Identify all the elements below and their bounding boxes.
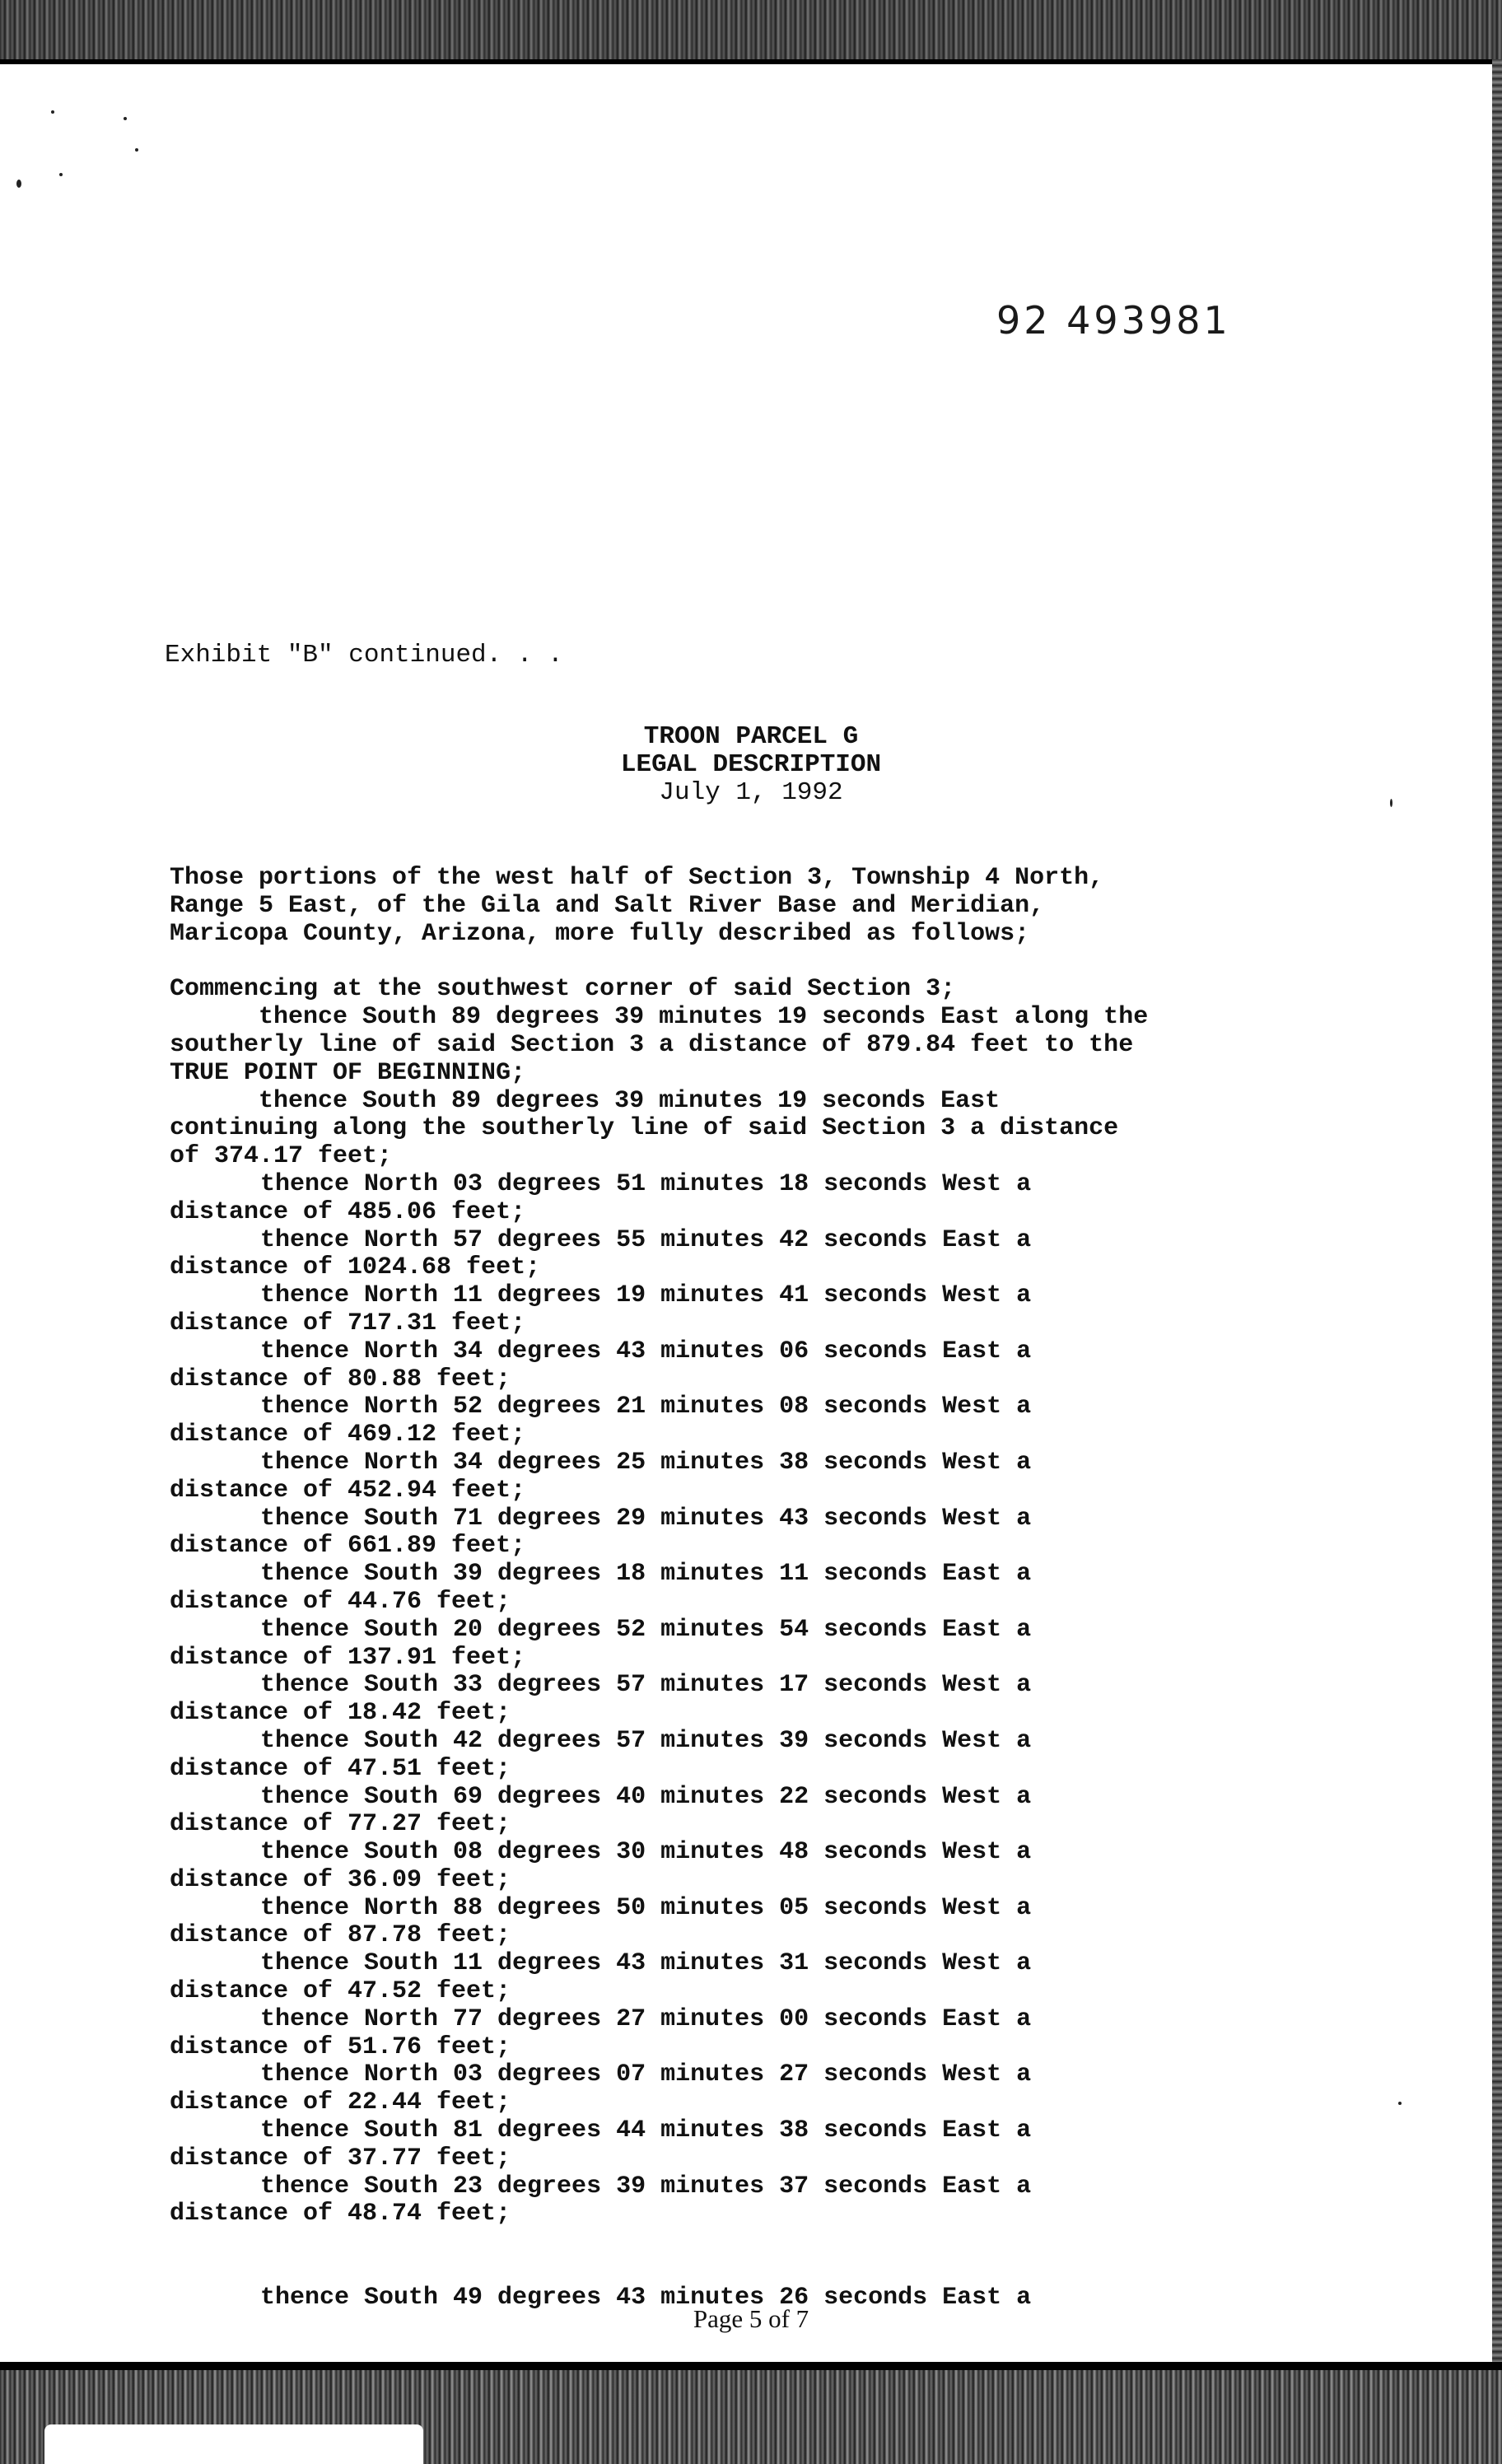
legal-description-body [170, 865, 1148, 2368]
opening-line: continuing along the southerly line of said Section 3 a distance [170, 1114, 1119, 1143]
course-bearing: thence North 34 degrees 25 minutes 38 seconds West a [260, 1448, 1032, 1477]
course-distance: distance of 80.88 feet; [170, 1365, 511, 1393]
course-bearing: thence South 08 degrees 30 minutes 48 seconds West a [260, 1838, 1032, 1867]
scan-speck [135, 148, 138, 152]
course-distance: distance of 87.78 feet; [170, 1921, 511, 1950]
course-item [170, 1338, 1148, 1394]
course-distance: distance of 469.12 feet; [170, 1421, 526, 1449]
scan-edge-top [0, 59, 1502, 64]
course-item [170, 1617, 1148, 1673]
course-item [170, 1784, 1148, 1840]
course-item [170, 2117, 1148, 2173]
course-distance: distance of 48.74 feet; [170, 2200, 511, 2228]
opening-paragraph [170, 976, 1148, 1171]
course-bearing: thence North 52 degrees 21 minutes 08 seconds West a [260, 1393, 1032, 1421]
opening-line: thence South 89 degrees 39 minutes 19 seconds East [170, 1086, 1001, 1115]
course-item [170, 1282, 1148, 1338]
course-distance: distance of 47.51 feet; [170, 1754, 511, 1783]
course-distance: distance of 717.31 feet; [170, 1309, 526, 1337]
course-bearing: thence North 03 degrees 51 minutes 18 seconds West a [260, 1169, 1032, 1198]
parcel-title: TROON PARCEL G [643, 722, 859, 751]
course-item [170, 1561, 1148, 1617]
recording-number: 92 493981 [996, 298, 1231, 343]
course-distance: distance of 137.91 feet; [170, 1643, 526, 1672]
course-bearing: thence South 33 degrees 57 minutes 17 seconds West a [260, 1671, 1032, 1700]
course-list [170, 1171, 1148, 2228]
scan-paper-tab [44, 2424, 423, 2464]
course-distance: distance of 1024.68 feet; [170, 1253, 541, 1282]
course-item [170, 1950, 1148, 2006]
course-bearing: thence North 77 degrees 27 minutes 00 seconds East a [260, 2004, 1032, 2033]
course-item [170, 1227, 1148, 1283]
course-item [170, 1393, 1148, 1449]
scan-border-right [1492, 59, 1502, 2365]
course-distance: distance of 47.52 feet; [170, 1977, 511, 2006]
scan-border-top [0, 0, 1502, 59]
page-number: Page 5 of 7 [693, 2304, 809, 2333]
course-item [170, 1505, 1148, 1561]
course-distance: distance of 77.27 feet; [170, 1810, 511, 1839]
scan-speck [1398, 2102, 1402, 2105]
course-item [170, 2061, 1148, 2117]
course-bearing: thence South 39 degrees 18 minutes 11 seconds East a [260, 1560, 1032, 1589]
scan-speck [51, 110, 54, 114]
course-item [170, 2006, 1148, 2062]
opening-line: thence South 89 degrees 39 minutes 19 seconds East along the [170, 1003, 1149, 1032]
course-bearing: thence South 23 degrees 39 minutes 37 seconds East a [260, 2172, 1032, 2200]
course-bearing: thence South 42 degrees 57 minutes 39 seconds West a [260, 1726, 1032, 1755]
course-distance: distance of 661.89 feet; [170, 1532, 526, 1561]
course-distance: distance of 452.94 feet; [170, 1476, 526, 1505]
opening-line: Commencing at the southwest corner of said Section 3; [170, 975, 956, 1004]
course-bearing: thence South 49 degrees 43 minutes 26 seconds East a [260, 2283, 1032, 2312]
course-item [170, 1672, 1148, 1728]
course-item [170, 2173, 1148, 2229]
course-final [170, 2228, 1148, 2368]
course-item [170, 1895, 1148, 1951]
course-bearing: thence South 20 degrees 52 minutes 54 seconds East a [260, 1615, 1032, 1644]
intro-paragraph [170, 865, 1148, 948]
scan-speck [16, 180, 21, 188]
intro-line: Maricopa County, Arizona, more fully described as follows; [170, 919, 1030, 948]
course-bearing: thence North 11 degrees 19 minutes 41 seconds West a [260, 1281, 1032, 1310]
course-item [170, 1728, 1148, 1784]
opening-line: of 374.17 feet; [170, 1142, 393, 1171]
exhibit-heading: Exhibit "B" continued. . . [165, 641, 563, 670]
course-distance: distance of 22.44 feet; [170, 2088, 511, 2117]
course-item [170, 1839, 1148, 1895]
course-distance: distance of 51.76 feet; [170, 2032, 511, 2061]
scan-speck [124, 117, 127, 120]
course-bearing: thence South 11 degrees 43 minutes 31 seconds West a [260, 1949, 1032, 1978]
course-bearing: thence South 69 degrees 40 minutes 22 seconds West a [260, 1782, 1032, 1811]
opening-line: TRUE POINT OF BEGINNING; [170, 1058, 526, 1087]
course-bearing: thence North 03 degrees 07 minutes 27 seconds West a [260, 2060, 1032, 2089]
course-bearing: thence South 81 degrees 44 minutes 38 seconds East a [260, 2116, 1032, 2145]
course-distance: distance of 44.76 feet; [170, 1587, 511, 1616]
opening-line: southerly line of said Section 3 a distance of 879.84 feet to the [170, 1030, 1134, 1059]
course-distance: distance of 37.77 feet; [170, 2144, 511, 2172]
course-distance: distance of 485.06 feet; [170, 1197, 526, 1226]
intro-line: Those portions of the west half of Section 3, Township 4 North, [170, 864, 1104, 892]
course-bearing: thence North 88 degrees 50 minutes 05 seconds West a [260, 1893, 1032, 1922]
intro-line: Range 5 East, of the Gila and Salt River Base and Meridian, [170, 891, 1045, 920]
course-item [170, 1171, 1148, 1227]
course-bearing: thence South 71 degrees 29 minutes 43 seconds West a [260, 1504, 1032, 1533]
course-item [170, 1449, 1148, 1505]
course-distance: distance of 18.42 feet; [170, 1699, 511, 1728]
document-date: July 1, 1992 [659, 778, 843, 807]
document-title-block [0, 723, 1502, 807]
course-bearing: thence North 57 degrees 55 minutes 42 seconds East a [260, 1225, 1032, 1254]
scan-speck [59, 173, 63, 176]
course-distance: distance of 36.09 feet; [170, 1865, 511, 1894]
legal-description-title: LEGAL DESCRIPTION [620, 750, 882, 779]
course-bearing: thence North 34 degrees 43 minutes 06 seconds East a [260, 1337, 1032, 1365]
